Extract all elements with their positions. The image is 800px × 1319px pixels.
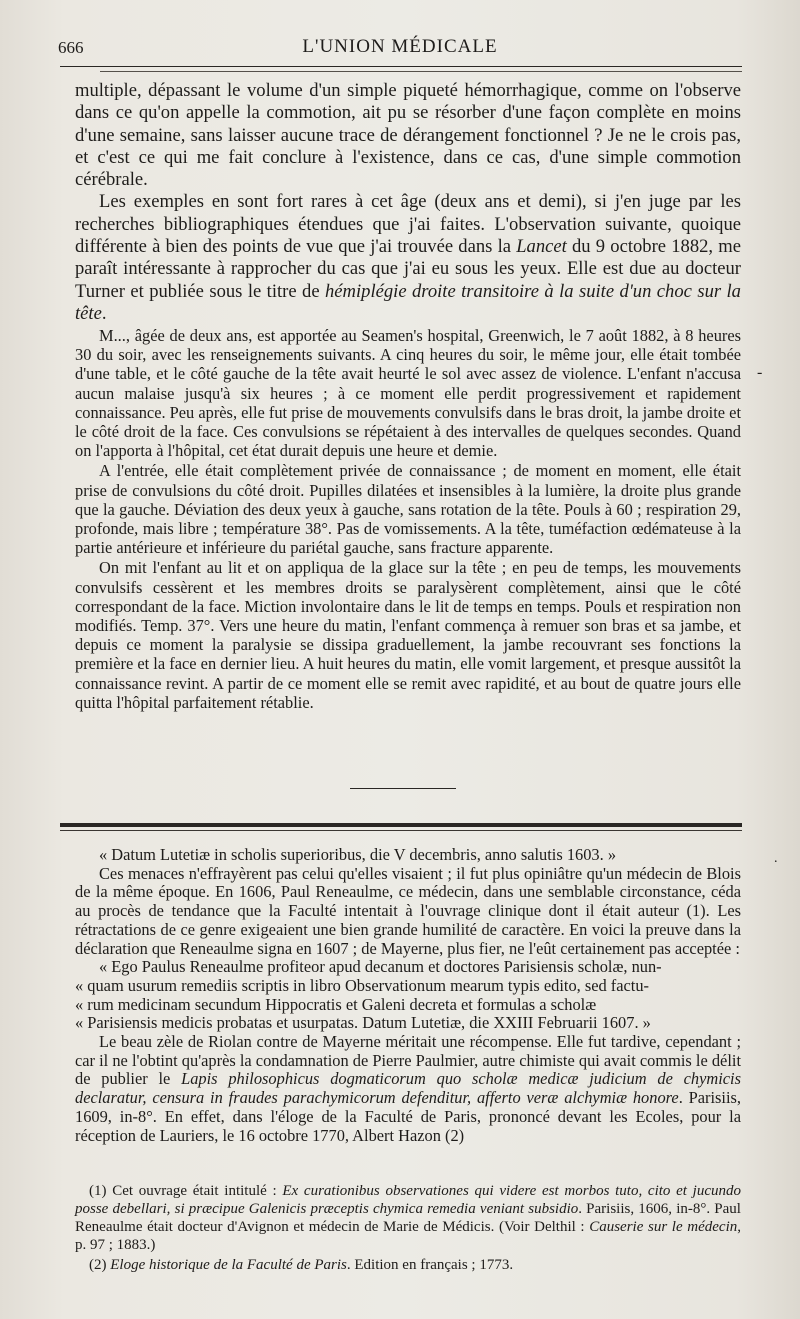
observation-text	[75, 326, 741, 713]
paragraph-continuation: multiple, dépassant le volume d'un simple piqueté hémorrhagique, comme on l'observe dans ce qu'on appelle la commotion, ait pu se résorber d'une façon complète en moins d'une semaine, sans laisser aucune trace de dérangement fonctionnel ? Je ne le crois pas, et c'est ce qui me fait conclure à l'existence, dans ce cas, d'une simple commotion cérébrale.	[75, 80, 741, 191]
running-title: L'UNION MÉDICALE	[302, 36, 498, 57]
feuilleton-text	[75, 846, 741, 1145]
journal-title: Lancet	[516, 236, 567, 258]
section-end-rule	[350, 788, 456, 789]
paragraph-examples: Les exemples en sont fort rares à cet âge (deux ans et demi), si j'en juge par les recherches bibliographiques étendues que j'ai faites. L'observation suivante, quoique différente à bien des points de vue que j'ai trouvée dans la Lancet du 9 octobre 1882, me paraît intéressante à rapprocher du cas que j'ai eu sous les yeux. Elle est due au docteur Turner et publiée sous le titre de hémiplégie droite transitoire à la suite d'un choc sur la tête.	[75, 191, 741, 324]
case-title: hémiplégie droite transitoire à la suite d'un choc sur la tête	[75, 280, 741, 324]
paragraph-reneaulme: Ces menaces n'effrayèrent pas celui qu'elles visaient ; il fut plus opiniâtre qu'un médecin de Blois de la même époque. En 1606, Paul Reneaulme, ce médecin, dans une semblable circonstance, céda au procès de tendance que la Faculté intentait à l'ouvrage clinique dont il était auteur (1). Les rétractations de ce genre exigeaient une bien grande humilité de caractère. En voici la preuve dans la déclaration que Reneaulme signa en 1607 ; de Mayerne, plus fier, ne l'eût certainement pas acceptée :	[75, 863, 741, 958]
feuilleton-thin-rule	[60, 830, 742, 831]
footnotes	[75, 1182, 741, 1276]
latin-quote-2-line-3: « rum medicinam secundum Hippocratis et Galeni decreta et formulas a scholæ	[75, 994, 597, 1014]
margin-dot-mark: .	[774, 851, 778, 866]
observation-paragraph-2: A l'entrée, elle était complètement privée de connaissance ; de moment en moment, elle était prise de convulsions du côté droit. Pupilles dilatées et insensibles à la lumière, la droite plus grande que la gauche. Déviation des deux yeux à gauche, sans rotation de la tête. Pouls à 60 ; respiration 29, profonde, mais libre ; température 38°. Pas de vomissements. A la tête, tuméfaction œdémateuse à la partie antérieure et inférieure du pariétal gauche, sans fracture apparente.	[75, 461, 741, 558]
page-number: 666	[58, 38, 84, 57]
latin-quote-2-line-2: « quam usurum remediis scriptis in libro Observationum mearum typis edito, sed factu-	[75, 975, 650, 995]
margin-dash-mark: -	[757, 364, 763, 381]
main-text	[75, 80, 741, 325]
feuilleton-thick-rule	[60, 823, 742, 827]
latin-quote-2-line-4: « Parisiensis medicis probatas et usurpatas. Datum Lutetiæ, die XXIII Februarii 1607. »	[75, 1013, 651, 1033]
footnote-2: (2) Eloge historique de la Faculté de Paris. Edition en français ; 1773.	[89, 1257, 514, 1273]
footnote-1: (1) Cet ouvrage était intitulé : Ex curationibus observationes qui videre est morbos tuto, cito et jucundo posse debellari, si præcipue Galenicis præceptis chymica remedia veniant subsidio. Parisiis, 1606, in-8°. Paul Reneaulme était docteur d'Avignon et médecin de Marie de Médicis. (Voir Delthil : Causerie sur le médecin, p. 97 ; 1883.)	[75, 1183, 741, 1253]
book-title: Lapis philosophicus dogmaticorum quo scholæ medicæ judicium de chymicis declaratur, censura in fraudes parachymicorum defenditur, afferto veræ alchymiæ honore	[75, 1069, 741, 1108]
observation-paragraph-3: On mit l'enfant au lit et on appliqua de la glace sur la tête ; en peu de temps, les mouvements convulsifs cessèrent et les membres droits se paralysèrent complètement, ainsi que le côté correspondant de la face. Miction involontaire dans le lit de temps en temps. Pouls et respiration non modifiés. Temp. 37°. Vers une heure du matin, l'enfant commença à remuer son bras et sa jambe, et depuis ce moment la paralysie se dissipa graduellement, la jambe recouvrant ses fonctions la première et la face en dernier lieu. A huit heures du matin, elle vomit largement, et presque aussitôt la connaissance revint. A partir de ce moment elle se remit avec rapidité, et au bout de quatre jours elle quitta l'hôpital parfaitement rétablie.	[75, 558, 741, 712]
latin-quote-1: « Datum Lutetiæ in scholis superioribus, die V decembris, anno salutis 1603. »	[99, 845, 617, 864]
header-rule	[60, 66, 742, 67]
page-header	[58, 34, 742, 62]
observation-paragraph-1: M..., âgée de deux ans, est apportée au Seamen's hospital, Greenwich, le 7 août 1882, à 8 heures 30 du soir, avec les renseignements suivants. A cinq heures du soir, le même jour, elle était tombée d'une table, et le côté gauche de la tête avait heurté le sol avec assez de violence. L'enfant n'accusa aucun malaise jusqu'à six heures ; à ce moment elle perdit progressivement et rapidement connaissance. Peu après, elle fut prise de mouvements convulsifs dans le bras droit, la jambe droite et le côté droit de la face. Ces convulsions se répétaient à des intervalles de quelques secondes. Quand on l'apporta à l'hôpital, cet état durait depuis une heure et demie.	[75, 326, 741, 461]
latin-quote-2-line-1: « Ego Paulus Reneaulme profiteor apud decanum et doctores Parisiensis scholæ, nun-	[99, 957, 662, 977]
header-rule-secondary	[100, 71, 742, 72]
paragraph-riolan: Le beau zèle de Riolan contre de Mayerne méritait une récompense. Elle fut tardive, cependant ; car il ne l'obtint qu'après la condamnation de Pierre Paulmier, autre chimiste qui avait commis le délit de publier le Lapis philosophicus dogmaticorum quo scholæ medicæ judicium de chymicis declaratur, censura in fraudes parachymicorum defenditur, afferto veræ alchymiæ honore. Parisiis, 1609, in-8°. En effet, dans l'éloge de la Faculté de Paris, prononcé devant les Ecoles, pour la réception de Lauriers, le 16 octobre 1770, Albert Hazon (2)	[75, 1032, 742, 1145]
